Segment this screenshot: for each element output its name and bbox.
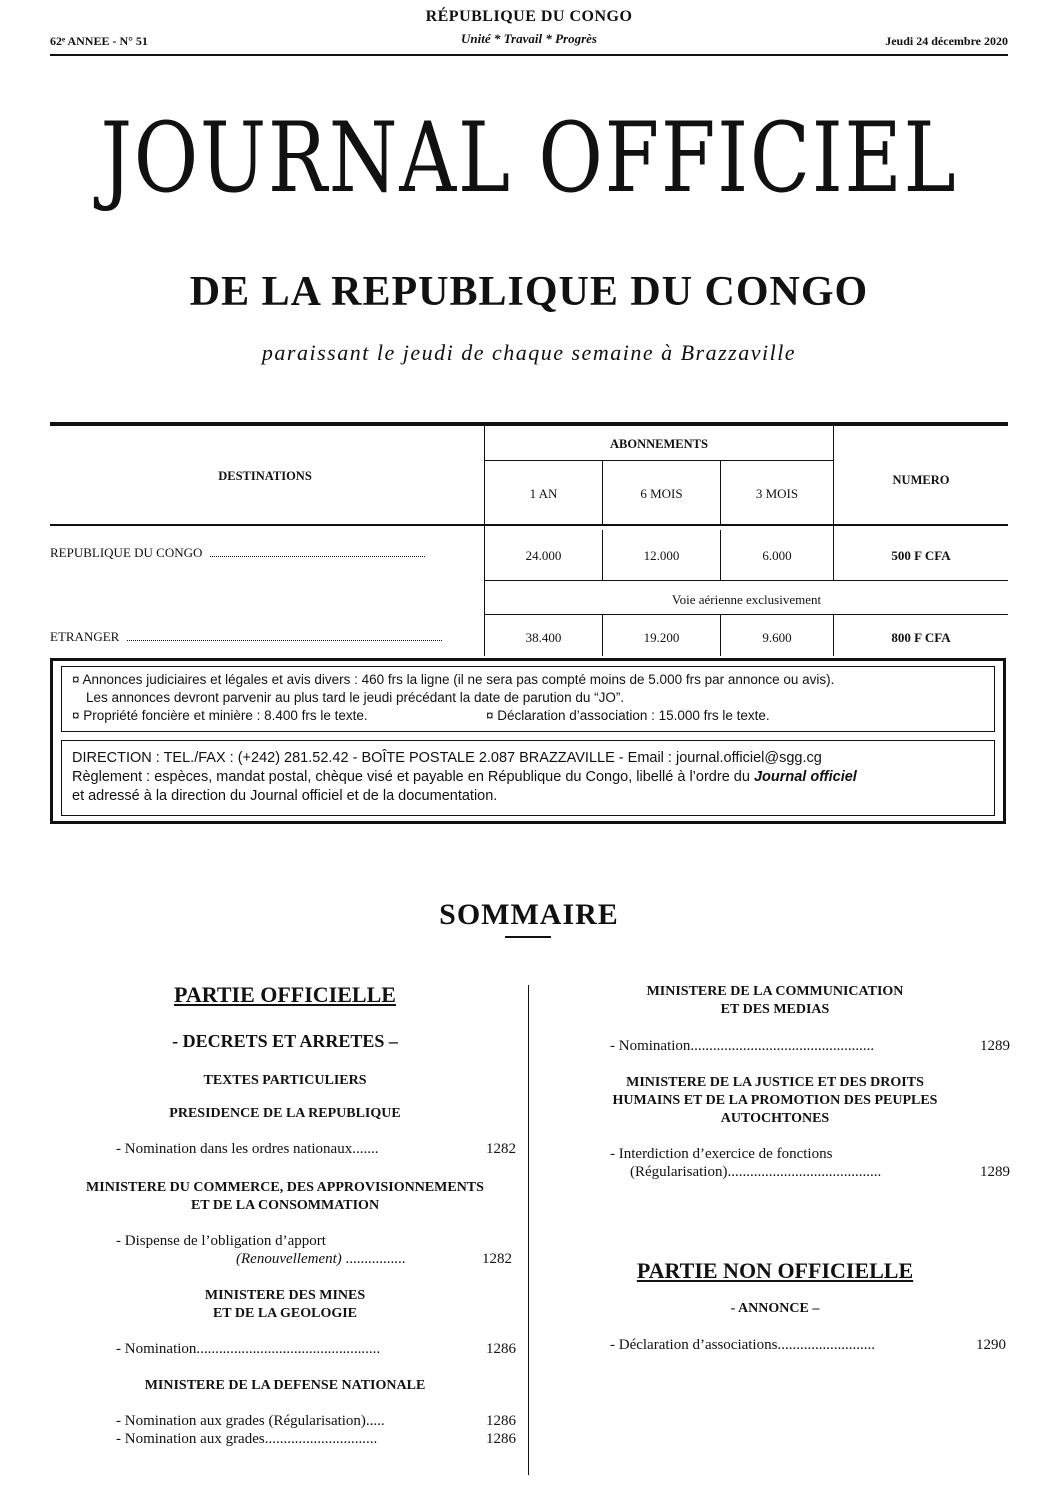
sommaire-underline xyxy=(505,936,551,938)
journal-officiel-emphasis: Journal officiel xyxy=(753,769,857,785)
toc-entry-renouvellement xyxy=(236,1251,406,1268)
toc-entry-regularisation: (Régularisation)......................................... xyxy=(630,1164,882,1180)
toc-entry-interdiction: - Interdiction d’exercice de fonctions xyxy=(610,1146,833,1162)
notice-association: ¤ Déclaration d’association : 15.000 frs le texte. xyxy=(486,708,770,723)
price-congo-6mois: 12.000 xyxy=(643,548,680,563)
justice-heading-line1: MINISTERE DE LA JUSTICE ET DES DROITS xyxy=(626,1075,924,1090)
justice-heading-line2: HUMAINS ET DE LA PROMOTION DES PEUPLES xyxy=(612,1093,938,1108)
header-divider xyxy=(50,54,1008,56)
period-3mois: 3 MOIS xyxy=(755,486,799,501)
decrets-heading: - DECRETS ET ARRETES – xyxy=(172,1031,398,1051)
toc-page: 1286 xyxy=(486,1413,516,1429)
toc-page: 1289 xyxy=(980,1164,1010,1180)
toc-page: 1290 xyxy=(976,1337,1006,1353)
col-header-abonnements: ABONNEMENTS xyxy=(610,437,708,451)
price-congo-1an: 24.000 xyxy=(525,548,562,563)
header-issue-number: 62ᵉ ANNEE - N° 51 xyxy=(50,34,148,48)
toc-entry-grades-regularisation: - Nomination aux grades (Régularisation)..... xyxy=(116,1413,385,1429)
masthead-title: JOURNAL OFFICIEL xyxy=(100,102,958,214)
toc-entry-nomination-communication: - Nomination................................................. xyxy=(610,1038,875,1054)
dot-leader xyxy=(210,555,425,557)
price-etranger-6mois: 19.200 xyxy=(643,630,680,645)
notice-deadline: Les annonces devront parvenir au plus tard le jeudi précédant la date de parution du “JO”. xyxy=(86,690,625,705)
notice-propriete: ¤ Propriété foncière et minière : 8.400 frs le texte. xyxy=(72,708,368,723)
table-top-rule xyxy=(50,422,1008,426)
renouvellement-label: (Renouvellement) xyxy=(236,1251,342,1267)
price-etranger-1an: 38.400 xyxy=(525,630,562,645)
dot-leader xyxy=(127,639,442,641)
header-motto: Unité * Travail * Progrès xyxy=(460,31,597,46)
toc-page: 1286 xyxy=(486,1341,516,1357)
sommaire-title: SOMMAIRE xyxy=(439,898,619,931)
column-separator xyxy=(528,985,529,1475)
commerce-heading-line2: ET DE LA CONSOMMATION xyxy=(190,1198,380,1213)
direction-contact: DIRECTION : TEL./FAX : (+242) 281.52.42 - BOÎTE POSTALE 2.087 BRAZZAVILLE - Email : journal.officiel@sgg.cg xyxy=(72,750,822,766)
direction-reglement xyxy=(72,769,857,785)
annonce-heading: - ANNONCE – xyxy=(730,1301,820,1316)
price-etranger-3mois: 9.600 xyxy=(762,630,792,645)
toc-page: 1282 xyxy=(482,1251,512,1267)
price-congo-3mois: 6.000 xyxy=(762,548,792,563)
dot-leader: ................ xyxy=(341,1251,406,1267)
numero-congo: 500 F CFA xyxy=(891,548,951,563)
partie-officielle-heading: PARTIE OFFICIELLE xyxy=(174,982,396,1007)
commerce-heading-line1: MINISTERE DU COMMERCE, DES APPROVISIONNEMENTS xyxy=(86,1180,484,1195)
toc-entry-ordres-nationaux: - Nomination dans les ordres nationaux....... xyxy=(116,1141,379,1157)
toc-entry-associations: - Déclaration d’associations.......................... xyxy=(610,1337,875,1353)
col-header-destinations: DESTINATIONS xyxy=(218,469,312,483)
mines-heading-line2: ET DE LA GEOLOGIE xyxy=(212,1306,358,1321)
toc-page: 1282 xyxy=(486,1141,516,1157)
row-destination-etranger xyxy=(50,629,442,645)
reglement-text: Règlement : espèces, mandat postal, chèque visé et payable en République du Congo, libellé à l’ordre du xyxy=(72,769,754,785)
period-1an: 1 AN xyxy=(529,486,558,501)
table-hline xyxy=(484,580,1008,581)
header-republic: RÉPUBLIQUE DU CONGO xyxy=(425,8,633,25)
header-date: Jeudi 24 décembre 2020 xyxy=(885,34,1008,48)
direction-adresse: et adressé à la direction du Journal officiel et de la documentation. xyxy=(72,788,498,804)
justice-heading-line3: AUTOCHTONES xyxy=(720,1111,830,1126)
communication-heading-line2: ET DES MEDIAS xyxy=(720,1002,830,1017)
masthead-tagline: paraissant le jeudi de chaque semaine à Brazzaville xyxy=(261,340,797,365)
partie-non-officielle-heading: PARTIE NON OFFICIELLE xyxy=(636,1258,914,1283)
masthead-subtitle: DE LA REPUBLIQUE DU CONGO xyxy=(189,269,869,315)
air-mail-note: Voie aérienne exclusivement xyxy=(671,592,822,607)
notice-annonces: ¤ Annonces judiciaires et légales et avis divers : 460 frs la ligne (il ne sera pas compté moins de 5.000 frs par annonce ou avis). xyxy=(72,672,835,687)
table-hline xyxy=(484,614,1008,615)
row-destination-congo xyxy=(50,545,425,561)
presidence-heading: PRESIDENCE DE LA REPUBLIQUE xyxy=(169,1106,401,1121)
toc-page: 1286 xyxy=(486,1431,516,1447)
period-6mois: 6 MOIS xyxy=(640,486,683,501)
table-header-rule xyxy=(50,524,1008,526)
mines-heading-line1: MINISTERE DES MINES xyxy=(204,1288,366,1303)
textes-heading: TEXTES PARTICULIERS xyxy=(203,1073,367,1088)
communication-heading-line1: MINISTERE DE LA COMMUNICATION xyxy=(646,984,904,999)
toc-entry-nomination-mines: - Nomination................................................. xyxy=(116,1341,381,1357)
numero-etranger: 800 F CFA xyxy=(891,630,951,645)
col-header-numero: NUMERO xyxy=(892,473,950,487)
table-hline xyxy=(484,460,834,461)
defense-heading: MINISTERE DE LA DEFENSE NATIONALE xyxy=(144,1378,426,1393)
toc-entry-grades: - Nomination aux grades.............................. xyxy=(116,1431,378,1447)
toc-entry-dispense: - Dispense de l’obligation d’apport xyxy=(116,1233,326,1249)
destination-label: ETRANGER xyxy=(50,629,120,644)
destination-label: REPUBLIQUE DU CONGO xyxy=(50,545,203,560)
toc-page: 1289 xyxy=(980,1038,1010,1054)
